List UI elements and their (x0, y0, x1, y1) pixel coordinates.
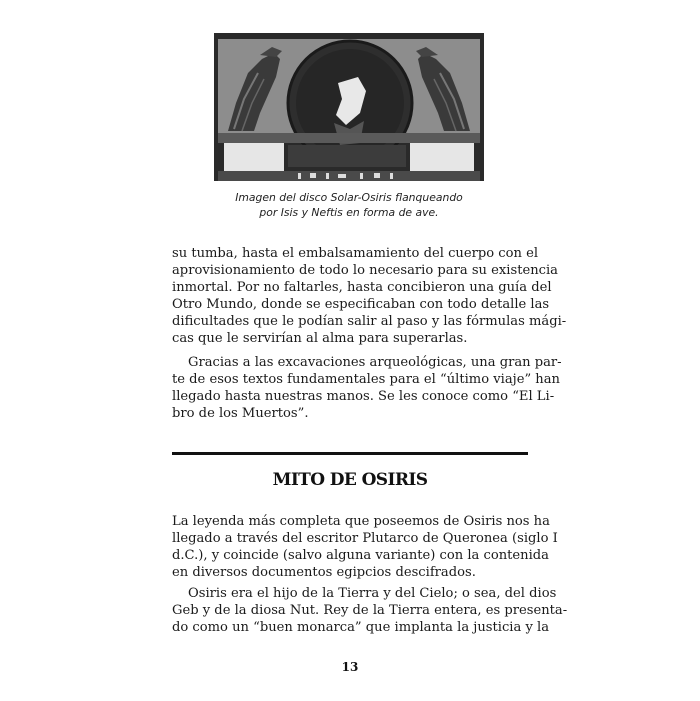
text-line: te de esos textos fundamentales para el “último viaje” han (172, 372, 560, 388)
paragraph-excavations (172, 354, 562, 422)
text-line: su tumba, hasta el embalsamamiento del cuerpo con el (172, 246, 539, 261)
text-line: llegado a través del escritor Plutarco de Queronea (siglo I (172, 531, 558, 547)
paragraph-legend (172, 513, 558, 581)
text-line: La leyenda más completa que poseemos de Osiris nos ha (172, 514, 550, 529)
text-line: do como un “buen monarca” que implanta la justicia y la (172, 620, 550, 636)
text-line: dificultades que le podían salir al paso y las fórmulas mági- (172, 314, 567, 330)
text-line: Otro Mundo, donde se especificaban con todo detalle las (172, 297, 550, 313)
paragraph-continuation (172, 245, 567, 348)
paragraph-osiris (172, 585, 568, 636)
text-line: llegado hasta nuestras manos. Se les conoce como “El Li- (172, 389, 555, 405)
page-number: 13 (341, 660, 359, 674)
text-line: inmortal. Por no faltarles, hasta concibieron una guía del (172, 280, 552, 296)
section-heading: MITO DE OSIRIS (272, 470, 428, 490)
text-line: Geb y de la diosa Nut. Rey de la Tierra entera, es presenta- (172, 603, 568, 619)
text-line: Osiris era el hijo de la Tierra y del Cielo; o sea, del dios (188, 586, 557, 601)
caption-line: Imagen del disco Solar-Osiris flanqueando (235, 191, 463, 204)
caption-line: por Isis y Neftis en forma de ave. (259, 206, 439, 219)
solar-disk-illustration (214, 33, 484, 181)
section-divider (172, 452, 528, 455)
text-line: en diversos documentos egipcios descifrados. (172, 565, 476, 581)
figure-image (214, 33, 484, 181)
text-line: aprovisionamiento de todo lo necesario para su existencia (172, 263, 558, 279)
text-line: bro de los Muertos”. (172, 406, 309, 422)
text-line: cas que le servirían al alma para superarlas. (172, 331, 468, 347)
text-line: d.C.), y coincide (salvo alguna variante) con la contenida (172, 548, 549, 564)
figure-caption (170, 190, 528, 220)
text-line: Gracias a las excavaciones arqueológicas, una gran par- (188, 355, 562, 370)
